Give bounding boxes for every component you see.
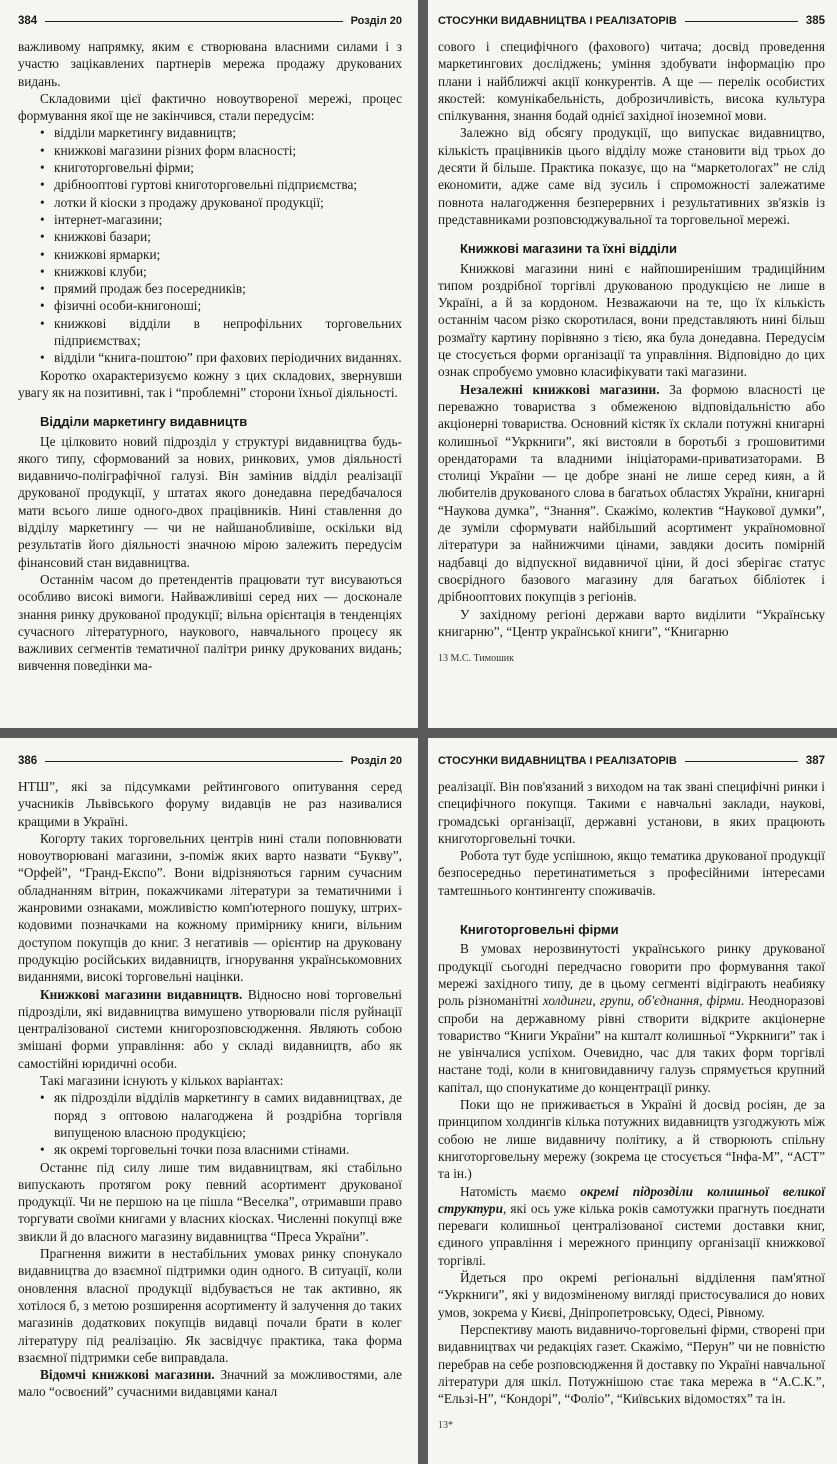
header-rule [45, 761, 342, 762]
italic-term: окремі підрозділи колишньої великої структури [438, 1183, 825, 1216]
italic-term: об'єднання [638, 993, 700, 1009]
section-title: СТОСУНКИ ВИДАВНИЦТВА І РЕАЛІЗАТОРІВ [438, 755, 677, 767]
paragraph-rest: Значний за можливостями, але мало “освоєний” сучасними видавцями канал [18, 1367, 402, 1400]
header-rule [685, 21, 798, 22]
paragraph: Поки що не приживається в Україні й досвід росіян, де за принципом холдингів кілька потужних видавництв узгоджують між собою не лише видавничу політику, а й створюють спільну книготорговельну мережу (зокрема це стосується “Інфа-М”, “АСТ” та ін.) [438, 1097, 825, 1182]
paragraph: Коротко охарактеризуємо кожну з цих складових, звернувши увагу як на позитивні, так і “проблемні” сторони їхньої діяльності. [18, 367, 402, 400]
lead-in: Відомчі книжкові магазини. [40, 1367, 215, 1383]
body-text [18, 38, 402, 675]
paragraph: Прагнення вижити в нестабільних умовах ринку спонукало видавництва до взаємної підтримки один одного. В ситуації, коли оновлення власної продукції відбувається не так активно, як хотілося б, з метою розширення асортименту й залучення до таких магазинів додаткових покупців видавці почали брати в колег літературу під реалізацію. Як засвідчує практика, така форма взаємної підтримки себе виправдала. [18, 1246, 402, 1365]
list-item: • книжкові ярмарки; [40, 246, 402, 263]
paragraph: сового і специфічного (фахового) читача; досвід проведення маркетингових досліджень; уміння здобувати інформацію про плани і найближчі акції конкурентів. А ще — перелік особистих якостей: комунікабельність, доброзичливість, висока культура спілкування, знання бодай однієї західної іноземної мови. [438, 39, 825, 124]
bullet-list [18, 124, 402, 366]
running-header [18, 12, 402, 30]
paragraph [18, 986, 402, 1072]
running-header [438, 12, 825, 30]
section-heading: Відділи маркетингу видавництв [40, 414, 248, 430]
running-header [438, 752, 825, 770]
list-item: • як окремі торговельні точки поза власними стінами. [40, 1141, 402, 1158]
header-rule [45, 21, 342, 22]
paragraph: Перспективу мають видавничо-торговельні фірми, створені при видавництвах чи редакціях газет. Скажімо, “Перун” чи не повністю перебрав на себе розповсюдження й доставку по Україні навчальної літератури для шкіл. Потужнішою стає така мережа в “А.С.К.”, “Ельзі-Н”, “Кондорі”, “Фоліо”, “Київських відомостях” та ін. [438, 1321, 825, 1407]
footer-signature: 13 М.С. Тимошик [438, 653, 515, 665]
paragraph: Залежно від обсягу продукції, що випускає видавництво, кількість працівників цього відділу може становити від трьох до десяти й більше. Практика показує, що на “маркетологах” не слід економити, адже саме від зусиль і спроможності залежатиме повнота налагодження безперервних і результативних зв'язків із представниками розповсюджувальної та торговельної мережі. [438, 125, 825, 227]
paragraph: важливому напрямку, яким є створювана власними силами і з участю зацікавлених партнерів мережа продажу друкованих видань. [18, 39, 402, 89]
section-title: СТОСУНКИ ВИДАВНИЦТВА І РЕАЛІЗАТОРІВ [438, 15, 677, 27]
italic-term: групи [599, 993, 631, 1009]
list-item: • дрібнооптові гуртові книготорговельні підприємства; [40, 176, 402, 193]
list-item: • фізичні особи-книгоноші; [40, 297, 402, 314]
text-run: Натомість маємо [460, 1183, 581, 1199]
paragraph [438, 381, 825, 606]
section-heading: Книжкові магазини та їхні відділи [460, 241, 678, 257]
paragraph: Останнє під силу лише тим видавництвам, які стабільно випускають протягом року певний асортимент друкованої продукції. Чи не першою на це пішла “Веселка”, отримавши право торгувати своїми книгами у власних кіосках. Численні покупці вже звикли й до власного магазину видавництва “Преса України”. [18, 1159, 402, 1244]
paragraph: реалізації. Він пов'язаний з виходом на так звані специфічні ринки і специфічного покупця. Такими є навчальні заклади, наукові, громадські організації, державні установи, в яких працюють книготорговельні точки. [438, 779, 825, 846]
paragraph: Складовими цієї фактично новоутвореної мережі, процес формування якої ще не закінчився, стали передусім: [18, 90, 402, 124]
paragraph [438, 1183, 825, 1269]
body-text [438, 778, 825, 1435]
paragraph-rest: Відносно нові торговельні підрозділи, які видавництва вимушено утворювали після руйнації централізованої системи книгорозповсюдження. Являють собою змішані форми управління: або у складі видавництв, або як самостійні юридичні особи. [18, 986, 402, 1071]
list-item: • інтернет-магазини; [40, 211, 402, 228]
spacer [438, 899, 825, 909]
paragraph [18, 1366, 402, 1401]
italic-term: фірми [706, 993, 741, 1009]
body-text [438, 38, 825, 667]
list-item: • прямий продаж без посередників; [40, 280, 402, 297]
page-387 [428, 738, 837, 1464]
paragraph: НТШ”, які за підсумками рейтингового опитування серед учасників Львівського форуму видавців не раз називалися кращими в Україні. [18, 779, 402, 829]
paragraph: Останнім часом до претендентів працювати тут висуваються особливо високі вимоги. Найважливіші серед них — досконале знання ринку друкованої продукції; вільна орієнтація в тенденціях сучасного літературного, наукового, навчального процесу як важливих сегментів тематичної палітри ринку друкованих видань; вивчення поведінки ма- [18, 571, 402, 674]
paragraph: У західному регіоні держави варто виділити “Українську книгарню”, “Центр української книги”, “Книгарню [438, 606, 825, 639]
list-item: • відділи “книга-поштою” при фахових періодичних виданнях. [40, 349, 402, 366]
text-run: , [699, 993, 707, 1009]
section-title: Розділ 20 [350, 15, 402, 27]
paragraph: Це цілковито новий підрозділ у структурі видавництва будь-якого типу, сформований за нових, ринкових, умов діяльності видавничо-поліграфічної галузі. Він замінив відділ реалізації друкованої продукції, у штатах якого донедавна передбачалося мати всього лише одного-двох працівників. Нині ставлення до відділу маркетингу — чи не найшанобливіше, оскільки від результатів його діяльності значною мірою залежить передусім фінансовий стан видавництва. [18, 433, 402, 570]
paragraph: Книжкові магазини нині є найпоширенішим традиційним типом роздрібної торгівлі друкованою продукцією не лише в Україні, а й за кордоном. Незважаючи на те, що їх кількість останнім часом різко скоротилася, вони представляють нині більш розмаїту картину порівняно з тією, яка була донедавна. Передусім це стосується форми організації та управління. Відповідно до цих ознак спробуємо умовно класифікувати такі магазини. [438, 260, 825, 380]
paragraph: Такі магазини існують у кількох варіантах: [40, 1073, 284, 1089]
page-386 [0, 738, 418, 1464]
page-number: 386 [18, 755, 38, 767]
lead-in: Незалежні книжкові магазини. [460, 381, 660, 397]
list-item: • книжкові клуби; [40, 263, 402, 280]
lead-in: Книжкові магазини видавництв. [40, 986, 243, 1002]
section-heading: Книготорговельні фірми [460, 922, 619, 938]
page-385 [428, 0, 837, 728]
text-run: . Неодноразові спроби на державному рівні створити відкрите акціонерне товариство “Книги України” на кшталт колишньої “Укркниги” так і не увінчалися успіхом. Очевидно, час для таких форм торгівлі настане тоді, коли в книговидавничу галузь спрямується крупний капітал, що спонукатиме до концентрації ринку. [438, 993, 825, 1095]
paragraph: Когорту таких торговельних центрів нині стали поповнювати новоутворювані магазини, з-поміж яких варто назвати “Букву”, “Орфей”, “Гранд-Експо”. Вони відрізняються гарним сучасним обладнанням вітрин, покажчиками літератури за тематичними і жанровими ознаками, можливістю комп'ютерного пошуку, штрих-кодовими позначками на кожному примірнику книги, вільним доступом покупців до книг. З негативів — орієнтир на друковану продукцію російських видавництв, ігнорування українськомовних виданнями, високі торговельні націнки. [18, 830, 402, 985]
italic-term: холдинги [542, 993, 593, 1009]
list-item: • відділи маркетингу видавництв; [40, 124, 402, 141]
paragraph-rest: За формою власності це переважно товариства з обмеженою відповідальністю або акціонерні товариства. Основний кістяк їх склали потужні книгарні колишньої “Укркниги”, які вистояли в боротьбі з грошовитими орендаторами та владними ініціаторами-приватизаторами. В столиці України — це добре знані не лише серед киян, а й любителів друкованого слова в багатьох областях України, книгарні “Наукова думка”, “Знання”. Скажімо, колектив “Наукової думки”, де зуміли сформувати найбільший асортимент україномовної літератури за найнижчими цінами, завдяки досить помірній надбавці до відпускної видавничої ціни, й досі зберігає статус своєрідного базового магазину для багатьох бібліотек і дрібнооптових покупців з регіонів. [438, 381, 825, 605]
page-number: 384 [18, 15, 38, 27]
list-item: • лотки й кіоски з продажу друкованої продукції; [40, 194, 402, 211]
page-number: 385 [805, 15, 825, 27]
paragraph [438, 940, 825, 1096]
text-run: В умовах нерозвинутості українського ринку друкованої продукції сьогодні передчасно говорити про формування такої мережі західного типу, де в цьому сегменті відіграють неабияку роль різноманітні [438, 941, 825, 1009]
section-title: Розділ 20 [350, 755, 402, 767]
list-item: • книжкові магазини різних форм власності; [40, 142, 402, 159]
header-rule [685, 761, 798, 762]
text-run: , які ось уже кілька років самотужки прагнуть поєднати переваги колишньої централізованої системи доставки книг, єдиного управління і мережного принципу організації книжкової торгівлі. [438, 1200, 825, 1268]
text-run: , [592, 993, 600, 1009]
paragraph: Йдеться про окремі регіональні відділення пам'ятної “Укркниги”, які у видозміненому вигляді пристосувалися до нових умов, зокрема у Києві, Дніпропетровську, Одесі, Рівному. [438, 1270, 825, 1320]
page-384 [0, 0, 418, 728]
text-run: , [630, 993, 639, 1009]
body-text [18, 778, 402, 1401]
footer-signature: 13* [438, 1420, 453, 1432]
running-header [18, 752, 402, 770]
list-item: • книжкові відділи в непрофільних торговельних підприємствах; [40, 315, 402, 350]
list-item: • книготорговельні фірми; [40, 159, 402, 176]
paragraph: Робота тут буде успішною, якщо тематика друкованої продукції безпосередньо перетинатиметься з професійними інтересами тамтешнього контингенту споживачів. [438, 848, 825, 898]
bullet-list [18, 1089, 402, 1158]
list-item: • книжкові базари; [40, 228, 402, 245]
page-number: 387 [805, 755, 825, 767]
list-item: • як підрозділи відділів маркетингу в самих видавництвах, де поряд з оптовою налагоджена й роздрібна торгівля випущеною власною продукцією; [40, 1089, 402, 1141]
